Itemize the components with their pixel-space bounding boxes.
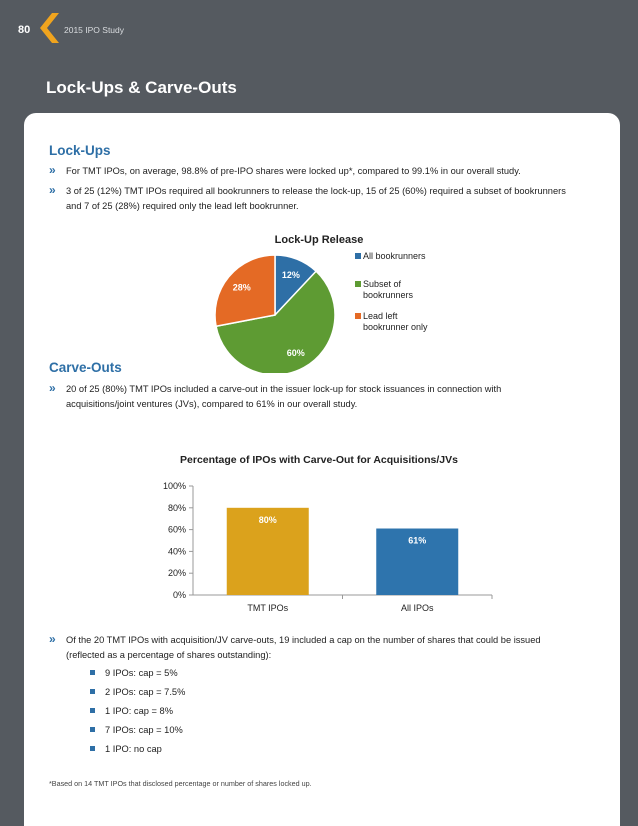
legend-label: Lead left (363, 311, 398, 321)
lockups-heading: Lock-Ups (49, 143, 111, 158)
pie-legend-item (355, 311, 428, 332)
bullet-text: 20 of 25 (80%) TMT IPOs included a carve-out in the issuer lock-up for stock issuances in connection with acquisitions/joint ventures (JVs), compared to 61% in our overall study. (66, 384, 502, 409)
square-bullet-icon (90, 746, 95, 751)
legend-label: All bookrunners (363, 251, 426, 261)
y-tick-label: 0% (172, 590, 186, 600)
y-tick-label: 20% (167, 568, 186, 579)
pie-legend-item (355, 251, 426, 261)
square-bullet-icon (90, 670, 95, 675)
cap-item (90, 744, 162, 754)
bar-data-label: 80% (258, 514, 277, 525)
y-tick-label: 80% (167, 502, 186, 513)
legend-swatch (355, 313, 361, 319)
legend-label: bookrunner only (363, 322, 428, 332)
cap-text: 1 IPO: cap = 8% (105, 706, 173, 716)
carveouts-heading: Carve-Outs (49, 360, 122, 375)
legend-label: Subset of (363, 279, 402, 289)
bullet-text: For TMT IPOs, on average, 98.8% of pre-IPO shares were locked up*, compared to 99.1% in our overall study. (66, 166, 521, 176)
legend-swatch (355, 253, 361, 259)
y-tick-label: 60% (167, 524, 186, 535)
bullet-text: Of the 20 TMT IPOs with acquisition/JV carve-outs, 19 included a cap on the number of shares that could be issued (reflected as a percentage of shares outstanding): (66, 635, 541, 660)
pie-data-label: 28% (232, 282, 251, 293)
cap-text: 7 IPOs: cap = 10% (105, 725, 183, 735)
square-bullet-icon (90, 689, 95, 694)
content-card (24, 113, 620, 826)
page-number: 80 (18, 24, 31, 36)
top-bar (0, 0, 638, 58)
carveout-bar-chart (24, 443, 620, 623)
cap-item (90, 668, 178, 678)
bullet-glyph: » (49, 381, 56, 395)
pie-data-label: 12% (281, 269, 300, 280)
study-title: 2015 IPO Study (64, 25, 125, 35)
carveout-bullet-1 (49, 382, 569, 412)
pie-legend-item (355, 279, 414, 300)
pie-title: Lock-Up Release (274, 234, 364, 246)
bar-title: Percentage of IPOs with Carve-Out for Acquisitions/JVs (180, 454, 458, 466)
y-tick-label: 40% (167, 546, 186, 557)
legend-label: bookrunners (363, 290, 414, 300)
bar-data-label: 61% (408, 535, 427, 546)
lockup-bullet-2 (49, 184, 569, 214)
cap-text: 9 IPOs: cap = 5% (105, 668, 178, 678)
lockup-bullet-1 (49, 164, 569, 179)
carveout-bullet-2 (49, 633, 569, 663)
lockup-release-pie-chart (24, 223, 620, 373)
x-tick-label: All IPOs (400, 603, 434, 613)
cap-item (90, 687, 185, 697)
bullet-glyph: » (49, 183, 56, 197)
y-tick-label: 100% (162, 481, 186, 491)
x-tick-label: TMT IPOs (247, 603, 289, 613)
square-bullet-icon (90, 727, 95, 732)
square-bullet-icon (90, 708, 95, 713)
section-title: Lock-Ups & Carve-Outs (46, 78, 237, 97)
pie-data-label: 60% (286, 347, 305, 358)
cap-text: 2 IPOs: cap = 7.5% (105, 687, 186, 697)
cap-item (90, 725, 183, 735)
bullet-glyph: » (49, 163, 56, 177)
footnote: *Based on 14 TMT IPOs that disclosed percentage or number of shares locked up. (49, 779, 312, 788)
bullet-text: 3 of 25 (12%) TMT IPOs required all bookrunners to release the lock-up, 15 of 25 (60%) required a subset of bookrunners and 7 of 25 (28%) required only the lead left bookrunner. (66, 186, 566, 211)
chevron-logo-icon (38, 13, 60, 43)
cap-item (90, 706, 173, 716)
bullet-glyph: » (49, 632, 56, 646)
legend-swatch (355, 281, 361, 287)
cap-text: 1 IPO: no cap (105, 744, 162, 754)
